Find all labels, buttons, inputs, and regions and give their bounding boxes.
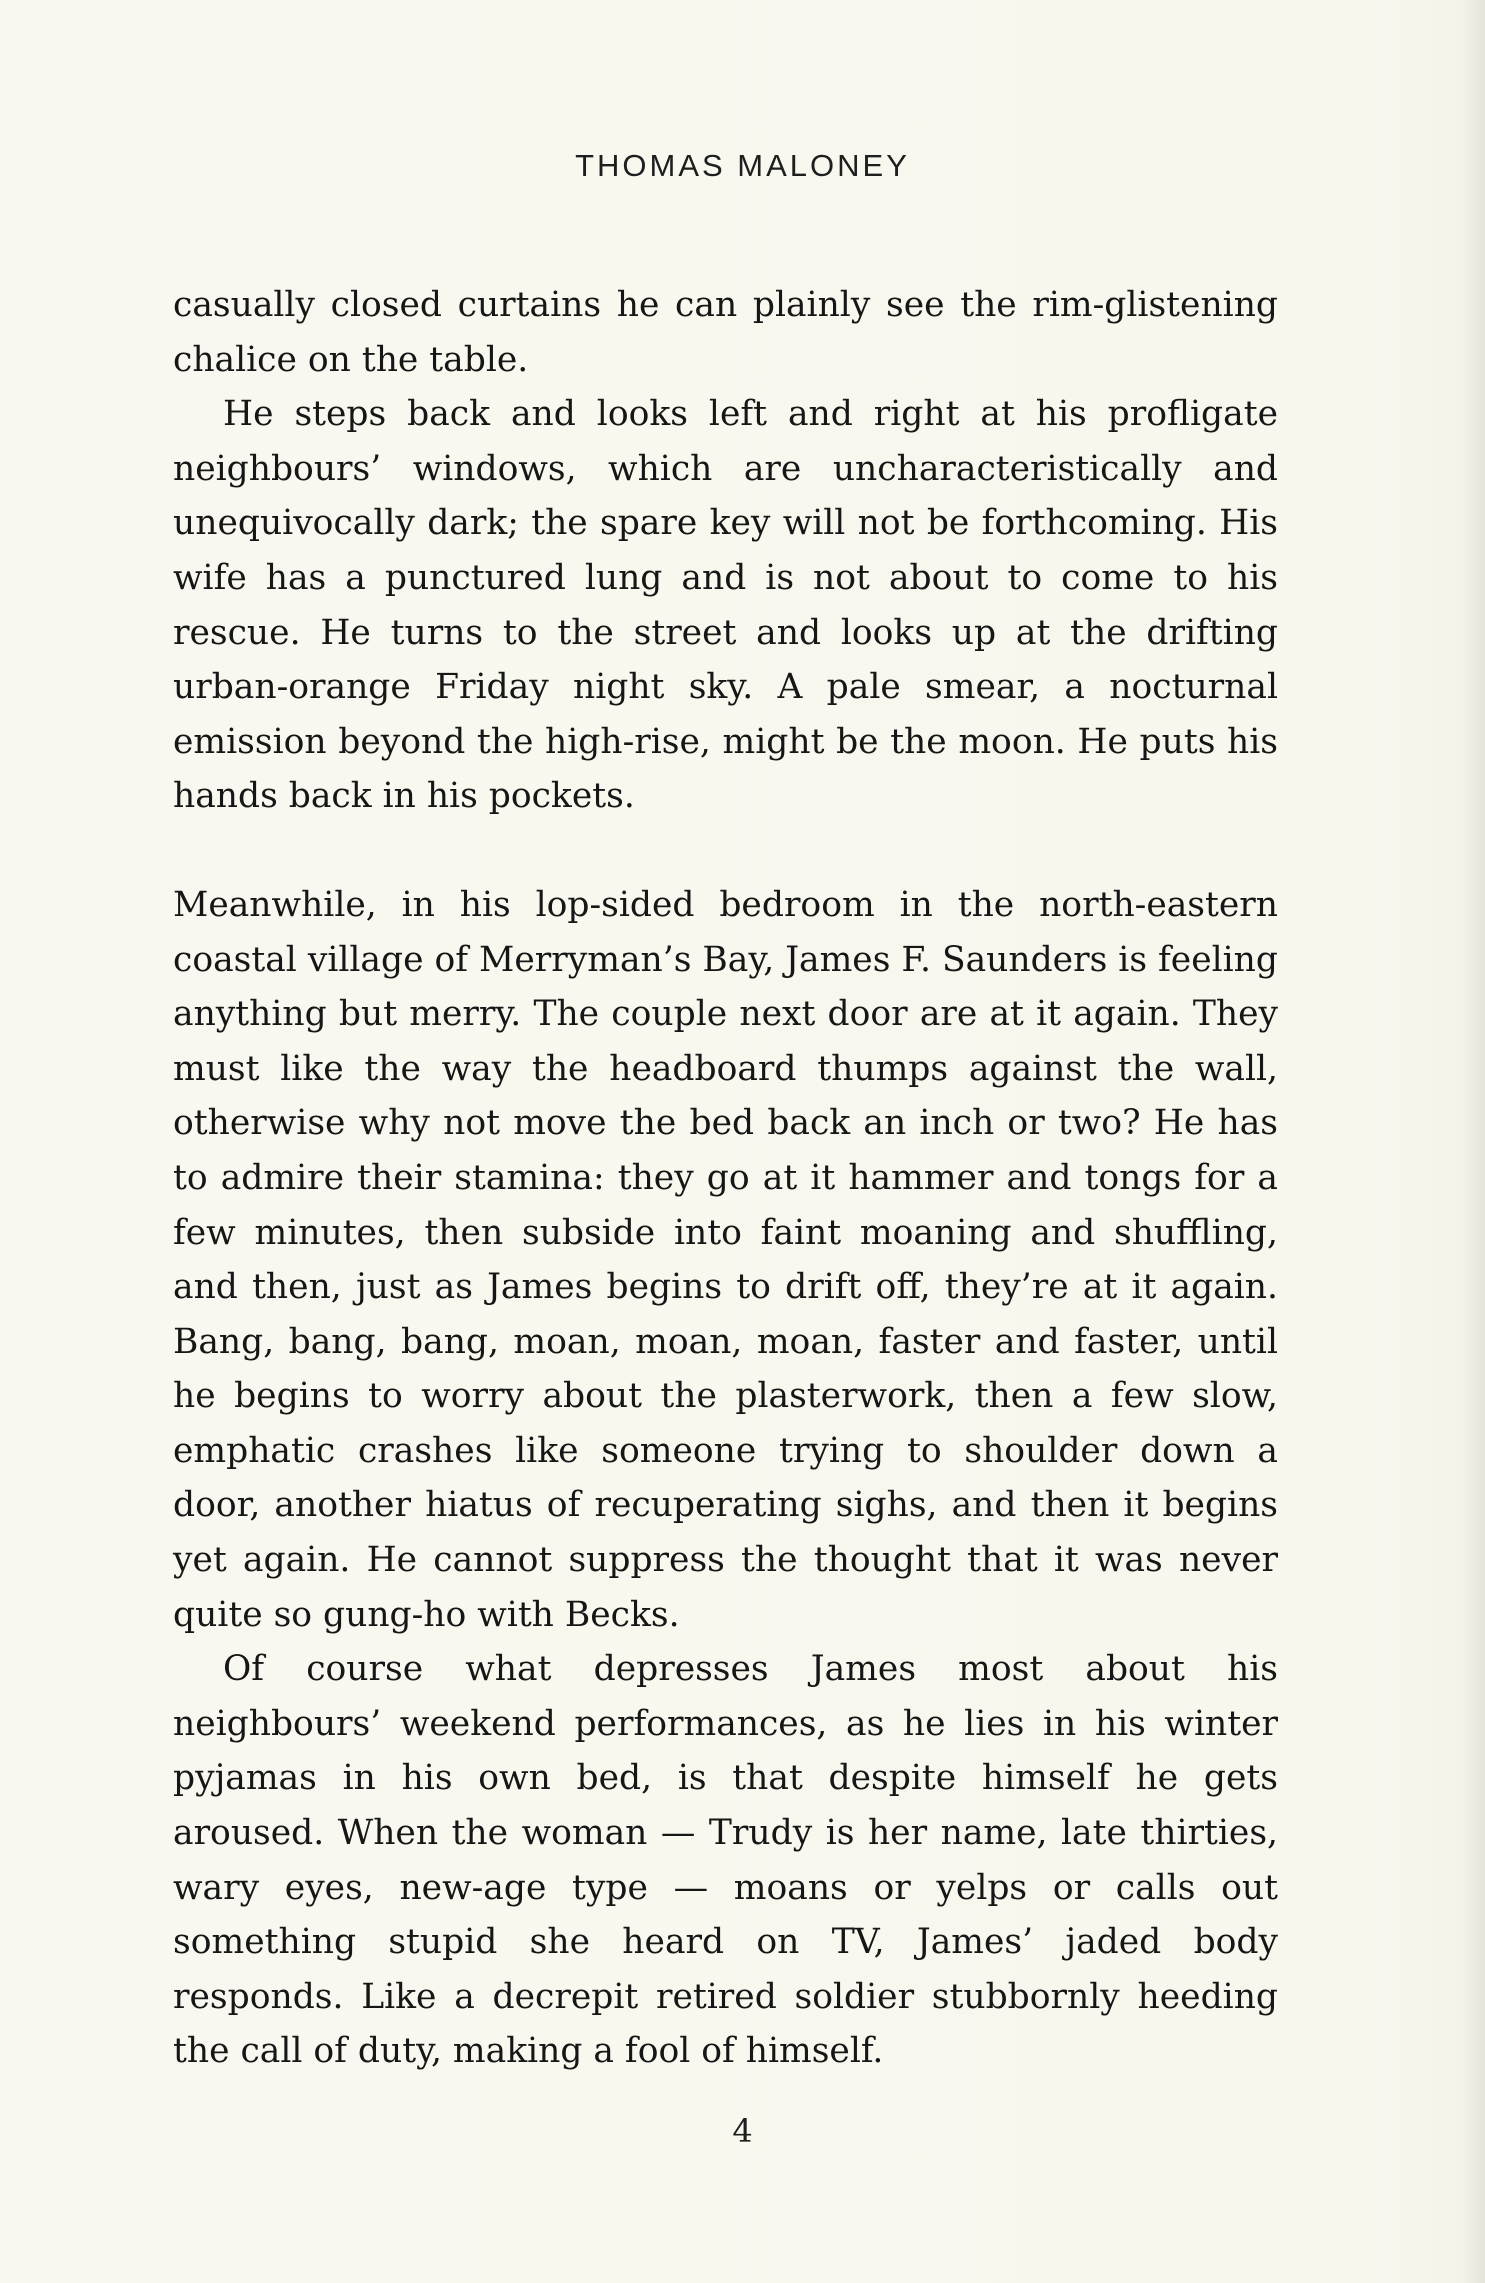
paragraph-continuation: casually closed curtains he can plainly see the rim-glistening chalice on the table. [173,285,1278,380]
body-text [173,278,1278,2079]
paragraph: He steps back and looks left and right at his profligate neighbours’ windows, which are uncharacteristically and unequivocally dark; the spare key will not be forthcoming. His wife has a punctured lung and is not about to come to his rescue. He turns to the street and looks up at the drifting urban-orange Friday night sky. A pale smear, a nocturnal emission beyond the high-rise, might be the moon. He puts his hands back in his pockets. [173,394,1278,817]
page-edge-shadow [1463,0,1485,2283]
paragraph: Of course what depresses James most about his neighbours’ weekend performances, as he lies in his winter pyjamas in his own bed, is that despite himself he gets aroused. When the woman — Trudy is her name, late thirties, wary eyes, new-age type — moans or yelps or calls out something stupid she heard on TV, James’ jaded body responds. Like a decrepit retired soldier stubbornly heeding the call of duty, making a fool of himself. [173,1649,1278,2072]
section-break [173,824,1278,878]
paragraph-section-start: Meanwhile, in his lop-sided bedroom in the north-eastern coastal village of Merryman’s Bay, James F. Saunders is feeling anything but merry. The couple next door are at it again. They must like the way the headboard thumps against the wall, otherwise why not move the bed back an inch or two? He has to admire their stamina: they go at it hammer and tongs for a few minutes, then subside into faint moaning and shuffling, and then, just as James begins to drift off, they’re at it again. Bang, bang, bang, moan, moan, moan, faster and faster, until he begins to worry about the plasterwork, then a few slow, emphatic crashes like someone trying to shoulder down a door, another hiatus of recuperating sighs, and then it begins yet again. He cannot suppress the thought that it was never quite so gung-ho with Becks. [173,884,1278,1635]
running-head: THOMAS MALONEY [575,148,910,183]
page-number: 4 [732,2112,753,2150]
